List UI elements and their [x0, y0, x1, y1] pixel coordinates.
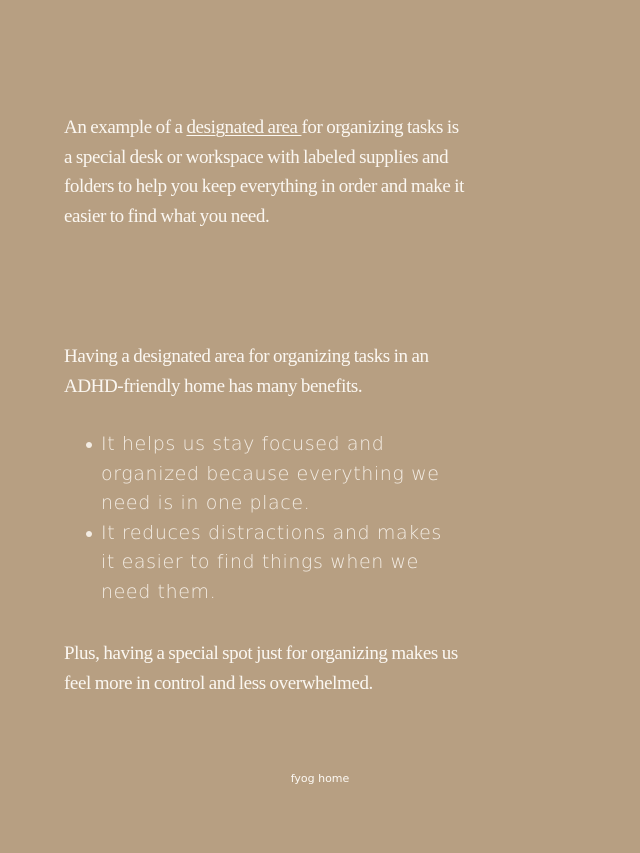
list-item	[80, 519, 460, 608]
list-item-text: It reduces distractions and makes it easier to find things when we need them.	[101, 521, 442, 603]
list-item	[80, 430, 460, 519]
benefits-paragraph: Having a designated area for organizing tasks in an ADHD-friendly home has many benefits.	[64, 346, 429, 397]
designated-area-link[interactable]: designated area	[186, 117, 302, 138]
closing-paragraph: Plus, having a special spot just for organizing makes us feel more in control and less overwhelmed.	[64, 643, 458, 694]
bullet-dot	[86, 531, 92, 537]
intro-text-after: for organizing tasks is a special desk or workspace with labeled supplies and folders to help you keep everything in order and make it easier to find what you need.	[64, 117, 464, 227]
footer-brand: fyog home	[290, 772, 350, 785]
intro-text-before: An example of a	[64, 117, 187, 138]
bullet-dot	[86, 442, 92, 448]
list-item-text: It helps us stay focused and organized because everything we need is in one place.	[101, 433, 440, 514]
benefits-list	[80, 430, 460, 607]
intro-paragraph	[64, 113, 464, 231]
